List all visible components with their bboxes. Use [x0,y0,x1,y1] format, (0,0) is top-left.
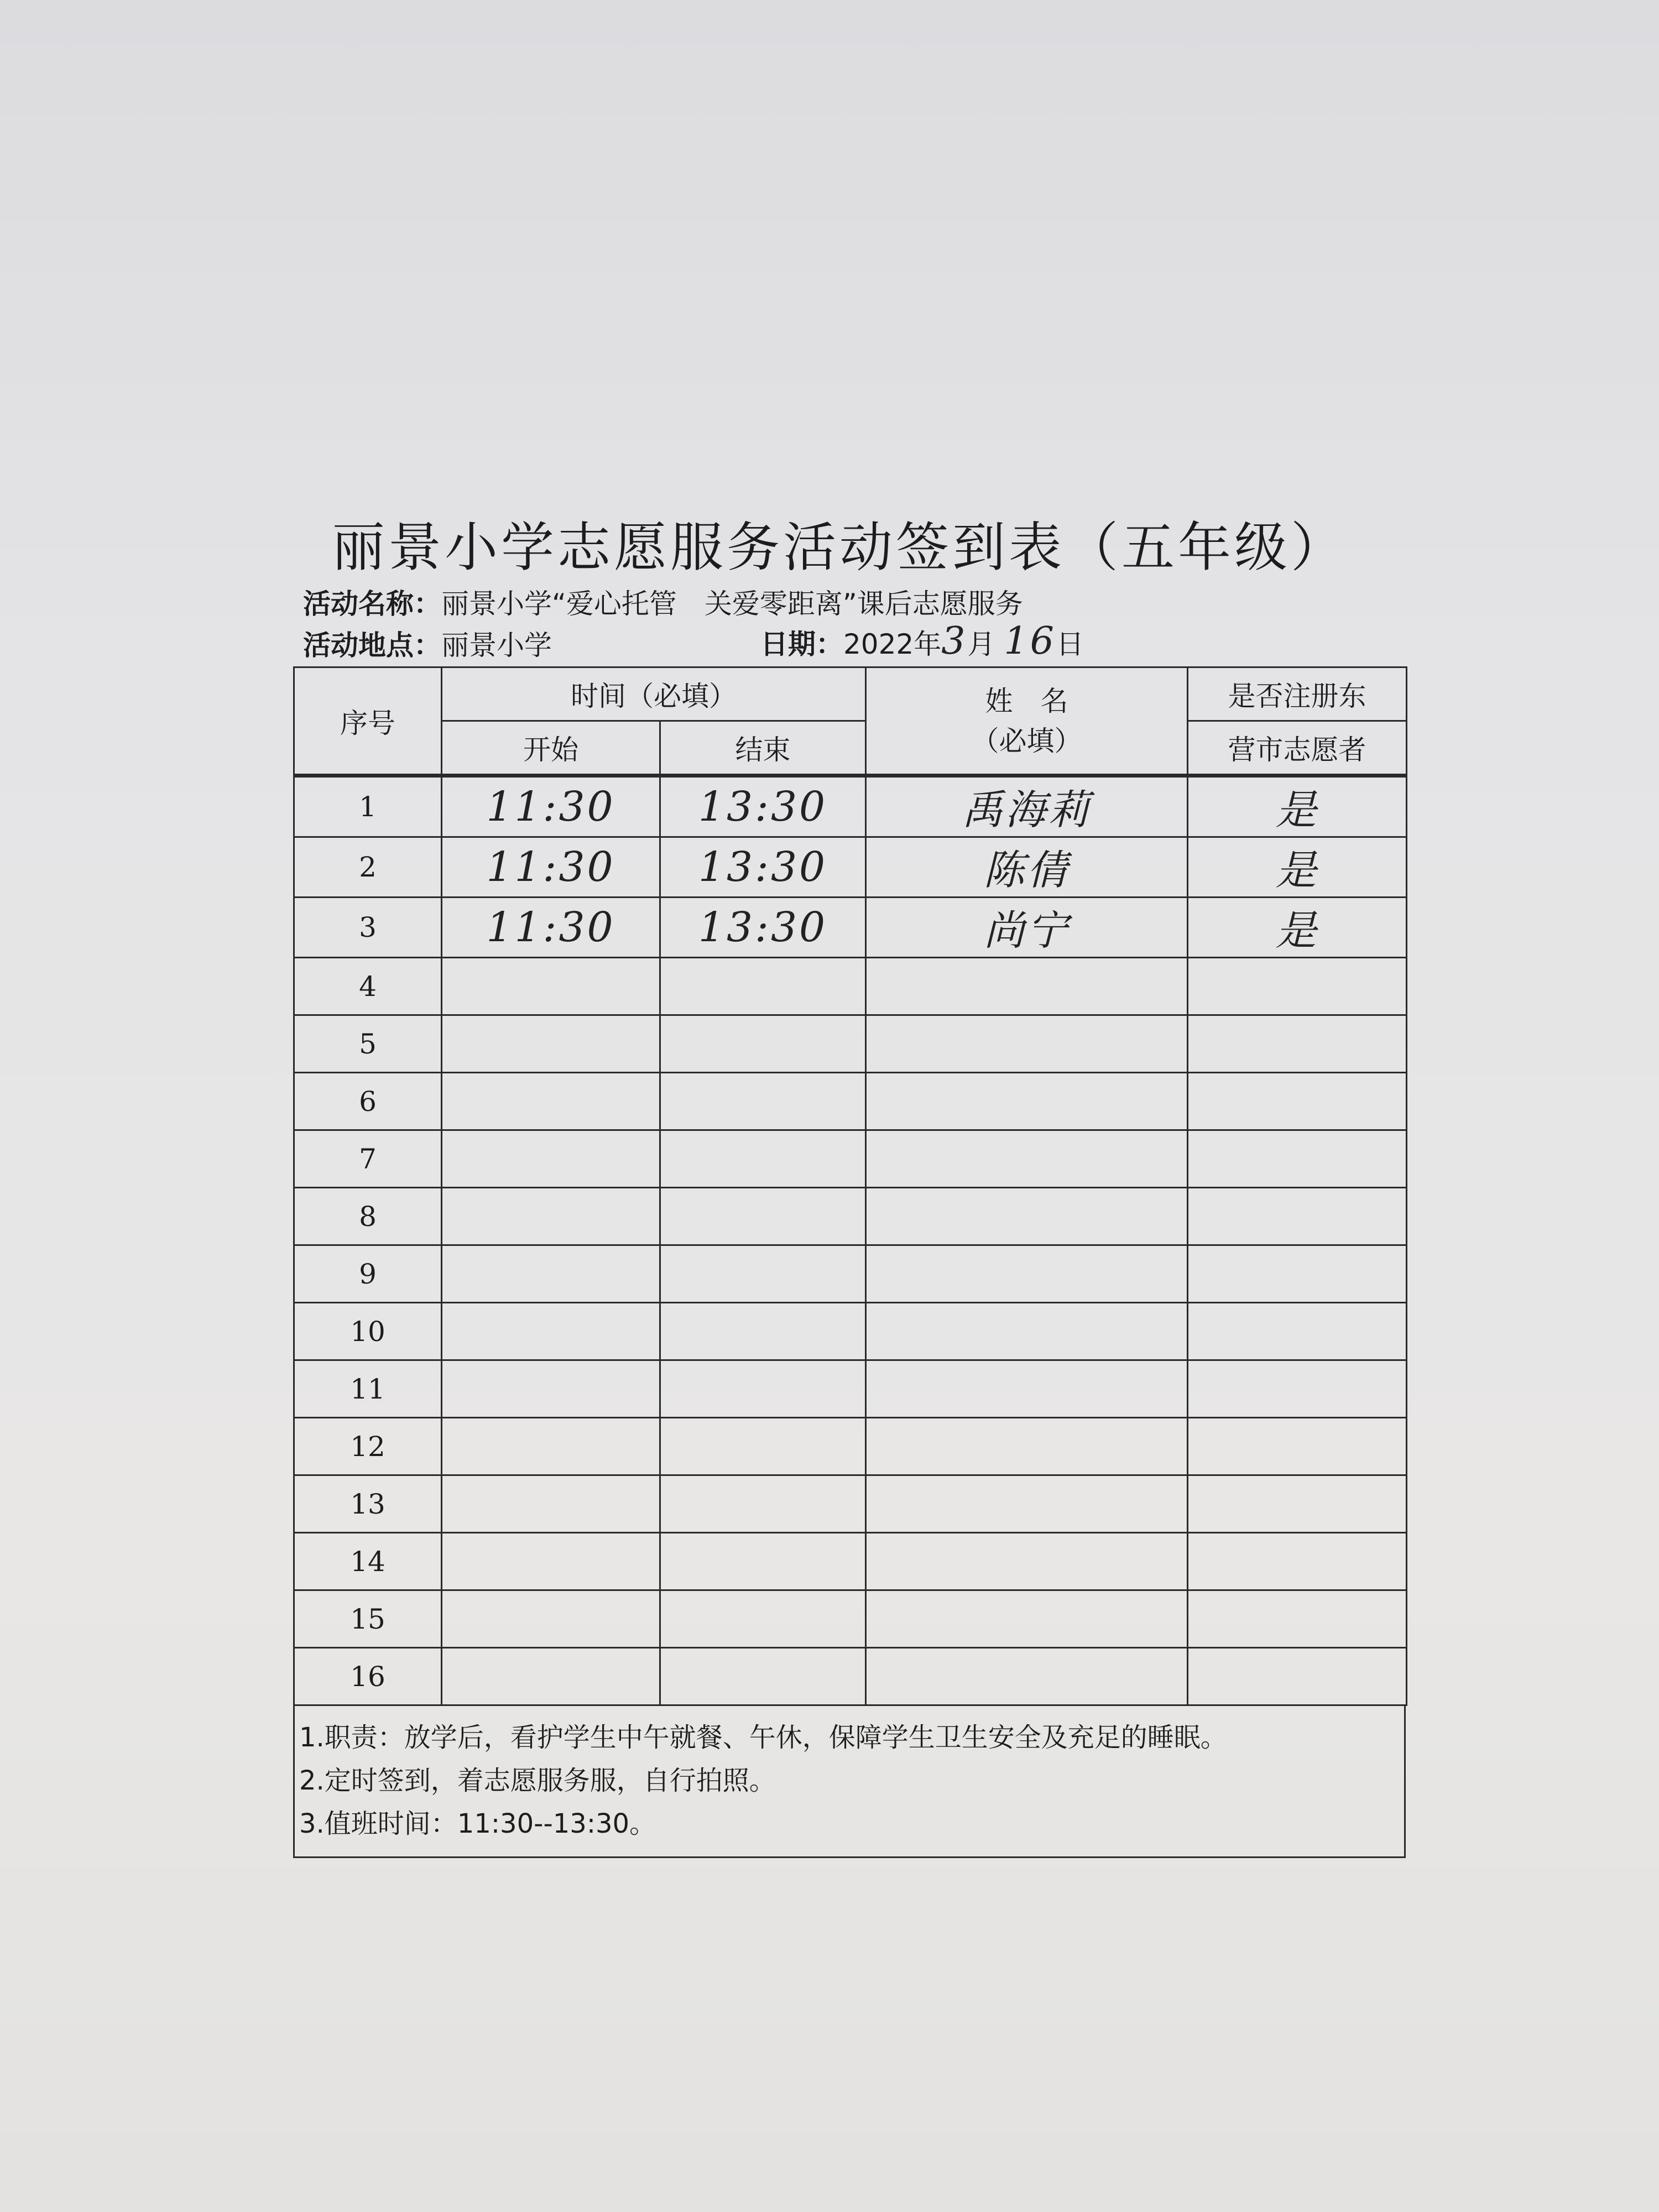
row-registered[interactable] [1188,1245,1407,1303]
row-end[interactable] [660,1360,866,1418]
month-unit: 月 [967,628,995,660]
header-seq: 序号 [294,667,442,776]
table-row [294,1418,1407,1475]
row-registered[interactable] [1188,1418,1407,1475]
row-seq: 13 [294,1475,442,1533]
row-start-value: 11:30 [486,783,615,831]
activity-name-line [303,586,1023,622]
row-name[interactable] [866,1303,1188,1360]
notes-box [293,1706,1406,1858]
row-seq: 1 [294,776,442,837]
row-end[interactable] [660,1188,866,1245]
row-name-value: 陈倩 [983,847,1070,894]
row-name-value: 尚宁 [983,907,1070,954]
row-name[interactable] [866,1360,1188,1418]
activity-location-line [303,628,552,663]
note-duty: 1.职责：放学后，看护学生中午就餐、午休，保障学生卫生安全及充足的睡眠。 [299,1722,1227,1753]
header-registered-line2: 营市志愿者 [1188,721,1407,776]
header-start: 开始 [442,721,660,776]
date-month: 3 [941,619,968,663]
row-start[interactable] [442,1418,660,1475]
row-start[interactable] [442,1360,660,1418]
row-seq: 2 [294,837,442,898]
table-row [294,1073,1407,1130]
activity-name-value: 丽景小学“爱心托管 关爱零距离”课后志愿服务 [441,588,1023,620]
table-row [294,958,1407,1015]
header-registered-line1: 是否注册东 [1188,667,1407,721]
row-name[interactable] [866,1533,1188,1590]
note-sign-in: 2.定时签到，着志愿服务服，自行拍照。 [299,1765,776,1796]
row-start[interactable] [442,837,660,898]
row-name[interactable] [866,1245,1188,1303]
day-unit: 日 [1056,628,1084,660]
row-start[interactable] [442,958,660,1015]
row-registered[interactable] [1188,1533,1407,1590]
row-end[interactable] [660,1245,866,1303]
table-row [294,1015,1407,1073]
row-start[interactable] [442,1590,660,1648]
row-name[interactable] [866,1475,1188,1533]
header-name-label: 姓 名 [985,685,1068,717]
row-start[interactable] [442,1648,660,1705]
row-start[interactable] [442,776,660,837]
row-seq: 16 [294,1648,442,1705]
date-day: 16 [1004,619,1056,663]
header-name-required: （必填） [971,724,1082,757]
table-row [294,1590,1407,1648]
row-end-value: 13:30 [698,783,828,831]
row-seq: 15 [294,1590,442,1648]
row-registered[interactable] [1188,898,1407,958]
row-end[interactable] [660,1303,866,1360]
row-end-value: 13:30 [698,904,828,951]
row-registered[interactable] [1188,1475,1407,1533]
row-seq: 5 [294,1015,442,1073]
row-end[interactable] [660,1590,866,1648]
table-row [294,1533,1407,1590]
note-duty-time: 3.值班时间：11:30--13:30。 [299,1808,656,1839]
row-name[interactable] [866,1130,1188,1188]
row-name[interactable] [866,1648,1188,1705]
row-end[interactable] [660,776,866,837]
row-end[interactable] [660,1475,866,1533]
row-registered-value: 是 [1275,907,1319,954]
row-seq: 11 [294,1360,442,1418]
row-end[interactable] [660,1015,866,1073]
header-name [866,667,1188,776]
row-name[interactable] [866,1418,1188,1475]
sheet-title: 丽景小学志愿服务活动签到表（五年级） [332,517,1347,578]
row-name[interactable] [866,1188,1188,1245]
row-start[interactable] [442,1245,660,1303]
row-registered[interactable] [1188,1590,1407,1648]
row-end[interactable] [660,898,866,958]
activity-location-label: 活动地点： [303,629,441,661]
row-start[interactable] [442,1533,660,1590]
row-registered[interactable] [1188,1360,1407,1418]
table-row [294,1303,1407,1360]
row-registered[interactable] [1188,776,1407,837]
row-end[interactable] [660,1418,866,1475]
date-label: 日期： [760,628,843,660]
row-end-value: 13:30 [698,843,828,891]
row-seq: 7 [294,1130,442,1188]
row-registered[interactable] [1188,1188,1407,1245]
row-registered[interactable] [1188,1130,1407,1188]
row-seq: 10 [294,1303,442,1360]
row-start-value: 11:30 [486,904,615,951]
row-name[interactable] [866,837,1188,898]
row-name[interactable] [866,1015,1188,1073]
row-registered-value: 是 [1275,847,1319,894]
row-registered[interactable] [1188,1648,1407,1705]
activity-date-line [760,619,1084,663]
row-start[interactable] [442,1475,660,1533]
row-start[interactable] [442,1073,660,1130]
table-row [294,898,1407,958]
row-registered[interactable] [1188,1303,1407,1360]
sign-in-table [293,666,1407,1706]
row-registered[interactable] [1188,1015,1407,1073]
row-name-value: 禹海莉 [962,786,1092,834]
row-end[interactable] [660,1073,866,1130]
table-row [294,1475,1407,1533]
row-start[interactable] [442,1015,660,1073]
table-row [294,1648,1407,1705]
row-seq: 12 [294,1418,442,1475]
header-time: 时间（必填） [442,667,866,721]
table-row [294,837,1407,898]
row-name[interactable] [866,1073,1188,1130]
row-registered-value: 是 [1275,786,1319,834]
row-start[interactable] [442,1188,660,1245]
row-start[interactable] [442,1303,660,1360]
row-registered[interactable] [1188,1073,1407,1130]
row-end[interactable] [660,837,866,898]
row-seq: 6 [294,1073,442,1130]
row-start[interactable] [442,1130,660,1188]
row-seq: 8 [294,1188,442,1245]
row-name[interactable] [866,958,1188,1015]
row-seq: 14 [294,1533,442,1590]
row-name[interactable] [866,898,1188,958]
row-seq: 4 [294,958,442,1015]
row-seq: 9 [294,1245,442,1303]
row-end[interactable] [660,1533,866,1590]
row-end[interactable] [660,958,866,1015]
table-row [294,776,1407,837]
row-end[interactable] [660,1130,866,1188]
row-name[interactable] [866,776,1188,837]
row-registered[interactable] [1188,958,1407,1015]
row-name[interactable] [866,1590,1188,1648]
activity-name-label: 活动名称： [303,588,441,620]
row-start-value: 11:30 [486,843,615,891]
activity-location-value: 丽景小学 [441,629,552,661]
date-year: 2022年 [843,628,942,660]
row-registered[interactable] [1188,837,1407,898]
table-row [294,1188,1407,1245]
table-row [294,1245,1407,1303]
row-start[interactable] [442,898,660,958]
row-end[interactable] [660,1648,866,1705]
header-end: 结束 [660,721,866,776]
table-row [294,1360,1407,1418]
table-row [294,1130,1407,1188]
row-seq: 3 [294,898,442,958]
